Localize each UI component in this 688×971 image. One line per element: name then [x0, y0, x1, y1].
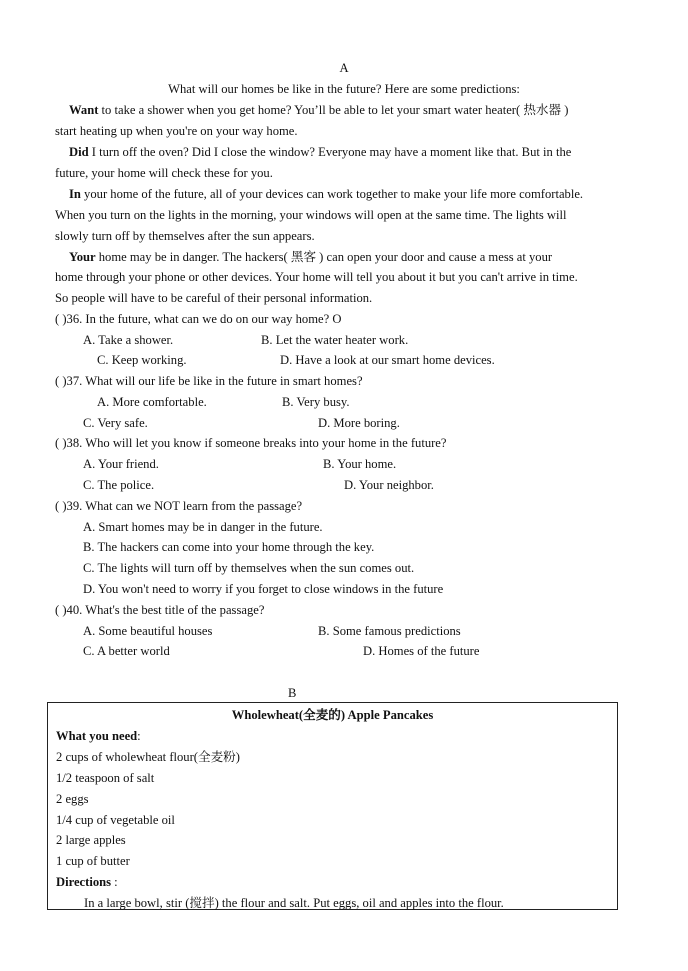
recipe-box [47, 702, 618, 910]
ingredient-item: 1/4 cup of vegetable oil [56, 813, 175, 827]
question-36-option-c[interactable]: C. Keep working. [97, 353, 187, 367]
section-label-a: A [339, 61, 349, 75]
paragraph-2-line-2: future, your home will check these for you. [55, 166, 273, 180]
paragraph-3-text: your home of the future, all of your devices can work together to make your life more comfortable. [80, 187, 584, 201]
directions-heading-text: Directions [56, 875, 112, 889]
paragraph-4-lead: Your [69, 250, 96, 264]
ingredient-item: 1/2 teaspoon of salt [56, 771, 155, 785]
ingredients-heading-text: What you need [56, 729, 138, 743]
ingredient-item: 2 eggs [56, 792, 89, 806]
direction-step: In a large bowl, stir (搅拌) the flour and salt. Put eggs, oil and apples into the flour. [84, 896, 504, 910]
question-36-stem: ( )36. In the future, what can we do on our way home? O [55, 312, 342, 326]
question-39-stem: ( )39. What can we NOT learn from the passage? [55, 499, 303, 513]
paragraph-1-text: to take a shower when you get home? You’ll be able to let your smart water heater( 热水器 ) [98, 103, 569, 117]
question-37-option-d[interactable]: D. More boring. [318, 416, 400, 430]
paragraph-4-line-1 [55, 247, 641, 268]
recipe-title: Wholewheat(全麦的) Apple Pancakes [231, 708, 434, 722]
question-37-option-a[interactable]: A. More comfortable. [97, 395, 207, 409]
question-38-option-d[interactable]: D. Your neighbor. [344, 478, 434, 492]
ingredients-heading [56, 726, 141, 747]
paragraph-2-line-1 [55, 142, 641, 163]
paragraph-2-lead: Did [69, 145, 89, 159]
question-38-option-c[interactable]: C. The police. [83, 478, 155, 492]
question-39-option-c[interactable]: C. The lights will turn off by themselves when the sun comes out. [83, 561, 415, 575]
ingredients-heading-colon: : [137, 729, 141, 743]
question-38-option-a[interactable]: A. Your friend. [83, 457, 159, 471]
question-39-option-a[interactable]: A. Smart homes may be in danger in the future. [83, 520, 323, 534]
question-36-option-b[interactable]: B. Let the water heater work. [261, 333, 409, 347]
ingredient-item: 2 large apples [56, 833, 126, 847]
question-40-stem: ( )40. What's the best title of the passage? [55, 603, 265, 617]
paragraph-1-lead: Want [69, 103, 99, 117]
question-37-option-c[interactable]: C. Very safe. [83, 416, 148, 430]
question-38-stem: ( )38. Who will let you know if someone breaks into your home in the future? [55, 436, 447, 450]
paragraph-3-lead: In [69, 187, 81, 201]
paragraph-2-text: I turn off the oven? Did I close the window? Everyone may have a moment like that. But in the [88, 145, 572, 159]
question-36-option-a[interactable]: A. Take a shower. [83, 333, 174, 347]
question-40-option-b[interactable]: B. Some famous predictions [318, 624, 461, 638]
question-36-option-d[interactable]: D. Have a look at our smart home devices. [280, 353, 495, 367]
paragraph-3-line-2: When you turn on the lights in the morning, your windows will open at the same time. The lights will [55, 208, 567, 222]
ingredient-item: 2 cups of wholewheat flour(全麦粉) [56, 750, 240, 764]
question-40-option-d[interactable]: D. Homes of the future [363, 644, 480, 658]
paragraph-3-line-1 [55, 184, 641, 205]
question-40-option-a[interactable]: A. Some beautiful houses [83, 624, 213, 638]
question-38-option-b[interactable]: B. Your home. [323, 457, 397, 471]
question-37-option-b[interactable]: B. Very busy. [282, 395, 350, 409]
section-label-b: B [288, 686, 297, 700]
paragraph-1-line-2: start heating up when you're on your way home. [55, 124, 298, 138]
paragraph-1-line-1 [55, 100, 641, 121]
question-39-option-b[interactable]: B. The hackers can come into your home through the key. [83, 540, 375, 554]
question-37-stem: ( )37. What will our life be like in the future in smart homes? [55, 374, 363, 388]
paragraph-3-line-3: slowly turn off by themselves after the sun appears. [55, 229, 315, 243]
directions-heading [56, 872, 118, 893]
question-39-option-d[interactable]: D. You won't need to worry if you forget to close windows in the future [83, 582, 444, 596]
paragraph-4-text: home may be in danger. The hackers( 黑客 ) can open your door and cause a mess at your [95, 250, 553, 264]
ingredient-item: 1 cup of butter [56, 854, 130, 868]
passage-a-intro: What will our homes be like in the future? Here are some predictions: [168, 82, 520, 96]
question-40-option-c[interactable]: C. A better world [83, 644, 170, 658]
paragraph-4-line-3: So people will have to be careful of their personal information. [55, 291, 373, 305]
directions-heading-colon: : [111, 875, 118, 889]
paragraph-4-line-2: home through your phone or other devices. Your home will tell you about it but you can't arrive in time. [55, 270, 578, 284]
